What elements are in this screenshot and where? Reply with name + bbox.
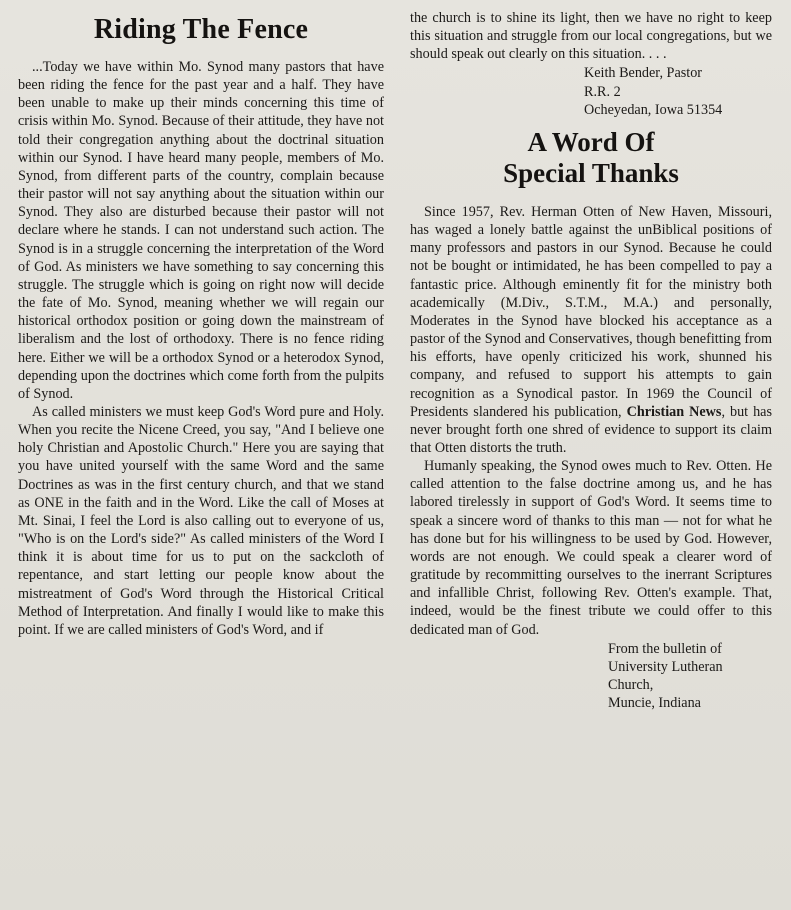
christian-news-title: Christian News [626, 403, 722, 420]
thanks-paragraph-1 [410, 203, 772, 457]
riding-the-fence-headline: Riding The Fence [93, 14, 309, 45]
source-attribution [410, 640, 772, 713]
article-paragraph-1: ...Today we have within Mo. Synod many pastors that have been riding the fence for the past year and a half. They have been unable to make up their minds concerning this time of crisis within Mo. Synod. Because of their attitude, they have not told their congregation anything about the doctrinal situation within our Synod. I have heard many people, members of Mo. Synod, from different parts of the country, complain because their pastor will not say anything about the situation within our Synod. They also are disturbed because their pastor will not declare where he stands. I can not understand such action. The Synod is in a struggle concerning the interpretation of the Word of God. As ministers we have something to say concerning this struggle. The struggle which is going on right now will decide the fate of Mo. Synod, meaning whether we will regain our historical orthodox position or going down the mainstream of liberalism and the lost of orthodoxy. There is no fence riding here. Either we will be a orthodox Synod or a heterodox Synod, depending upon the doctrines which come forth from the pulpits of Synod. [18, 59, 384, 402]
right-column [410, 0, 772, 712]
source-line-2: University Lutheran [608, 658, 723, 675]
source-line-1: From the bulletin of [608, 640, 722, 657]
thanks-p1-tail: , but has never brought forth one shred of evidence to support its claim that Otten distorts the truth. [410, 403, 773, 456]
headline-line-1: A Word Of [527, 126, 655, 157]
source-line-3: Church, [608, 677, 654, 693]
signature-address-2: Ocheyedan, Iowa 51354 [584, 101, 723, 118]
thanks-p1-text: Since 1957, Rev. Herman Otten of New Haven, Missouri, has waged a lonely battle against the unBiblical positions of many professors and pastors in our Synod. Because he could not be bought or intimidated, he has been compelled to pay a fantastic price. Although eminently fit for the ministry both academically (M.Div., S.T.M., M.A.) and personally, Moderates in the Synod have blocked his acceptance as a pastor of the Synod and Conservatives, though benefitting from his efforts, have openly criticized his work, shunned his company, and refused to support his attempts to gain recognition as a Synodical pastor. In 1969 the Council of Presidents slandered his publication, [410, 203, 772, 420]
special-thanks-headline [410, 127, 772, 189]
thanks-paragraph-2: Humanly speaking, the Synod owes much to Rev. Otten. He called attention to the false doctrine among us, and he has labored tirelessly in support of God's Word. It seems time to speak a sincere word of thanks to this man — not for what he has done but for his willingness to be used by God. However, words are not enough. We could speak a clearer word of gratitude by recommitting ourselves to the inerrant Scriptures and infallible Christ, following Rev. Otten's example. That, indeed, would be the finest tribute we could offer to this dedicated man of God. [410, 458, 772, 638]
source-line-4: Muncie, Indiana [608, 695, 701, 712]
signature-name: Keith Bender, Pastor [584, 65, 703, 82]
article-paragraph-2: As called ministers we must keep God's Word pure and Holy. When you recite the Nicene Creed, you say, "And I believe one holy Christian and Apostolic Church." Here you are saying that you have united yourself with the same Word and the same Doctrines as was in the first century church, and that we stand as ONE in the faith and in the Word. Like the call of Moses at Mt. Sinai, I feel the Lord is also calling out to everyone of us, "Who is on the Lord's side?" As called ministers of the Word I think it is about time for us to put on the sackcloth of repentance, and start letting our people know about the mistreatment of God's Word through the Historical Critical Method of Interpretation. And finally I would like to make this point. If we are called ministers of God's Word, and if [18, 403, 384, 638]
signature-address-1: R.R. 2 [584, 83, 621, 100]
pastor-signature [410, 64, 772, 118]
continuation-paragraph: the church is to shine its light, then we have no right to keep this situation and struggle from our local congregations, but we should speak out clearly on this situation. . . . [410, 10, 772, 63]
left-column [18, 0, 384, 639]
headline-line-2: Special Thanks [503, 157, 679, 188]
